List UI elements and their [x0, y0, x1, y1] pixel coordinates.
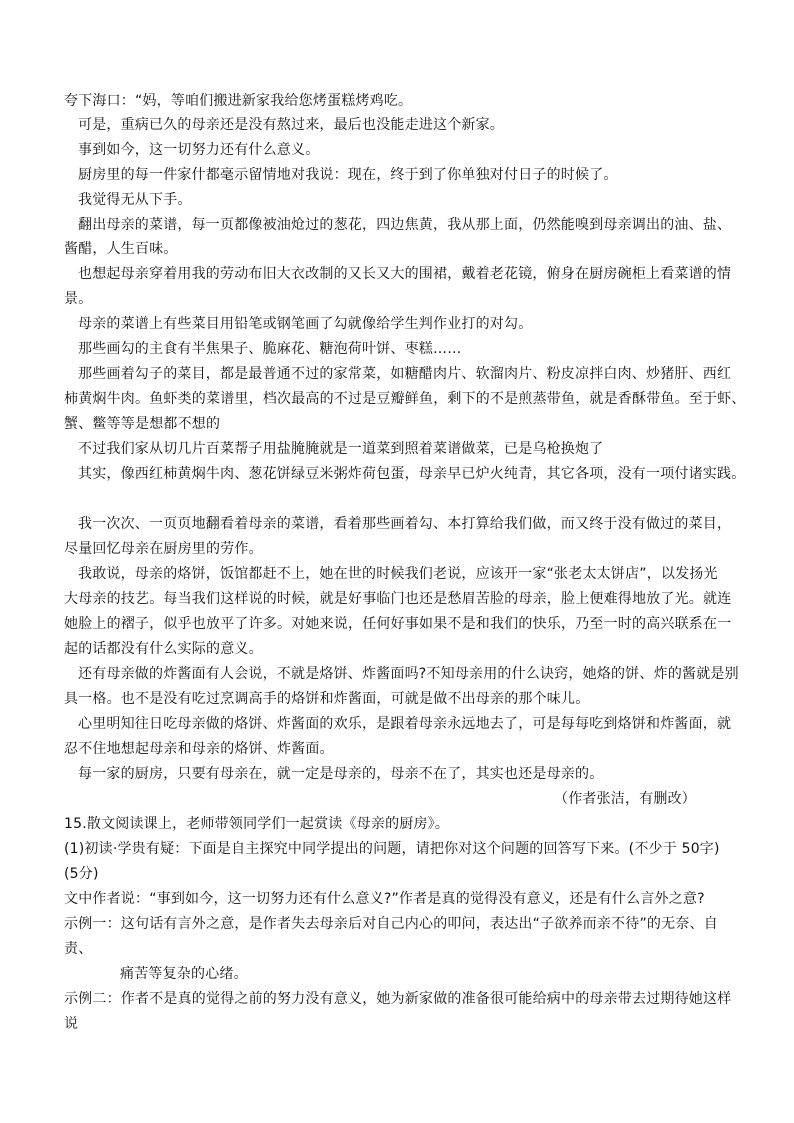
text-line: 我敢说，母亲的烙饼，饭馆都赶不上，她在世的时候我们老说，应该开一家“张老太太饼店”，以发扬光	[78, 566, 718, 582]
text-line: 夸下海口：“妈，等咱们搬进新家我给您烤蛋糕烤鸡吃。	[64, 93, 413, 109]
text-line: 柿黄焖牛肉。鱼虾类的菜谱里，档次最高的不过是豆瓣鲜鱼，剩下的不是煎蒸带鱼，就是香酥带鱼。至于虾、	[64, 391, 746, 407]
text-line: 也想起母亲穿着用我的劳动布旧大衣改制的又长又大的围裙，戴着老花镜，俯身在厨房碗柜上看菜谱的情	[78, 266, 732, 282]
text-line: 每一家的厨房，只要有母亲在，就一定是母亲的，母亲不在了，其实也还是母亲的。	[78, 766, 604, 782]
text-line: 那些画勾的主食有半焦果子、脆麻花、糖泡荷叶饼、枣糕……	[78, 341, 462, 357]
text-line: 说	[64, 1016, 79, 1032]
text-line: 蟹、鳖等等是想都不想的	[64, 416, 221, 432]
text-line: 母亲的菜谱上有些菜目用铅笔或钢笔画了勾就像给学生判作业打的对勾。	[78, 316, 533, 332]
text-line: 具一格。也不是没有吃过烹调高手的烙饼和炸酱面，可就是做不出母亲的那个味儿。	[64, 691, 590, 707]
text-line: 文中作者说：“事到如今，这一切努力还有什么意义?”作者是真的觉得没有意义，还是有什么言外之意?	[64, 891, 705, 907]
text-line: 尽量回忆母亲在厨房里的劳作。	[64, 541, 263, 557]
text-line: 起的话都没有什么实际的意义。	[64, 641, 263, 657]
text-line: （作者张洁，有删改）	[554, 791, 696, 807]
text-line: 酱醋，人生百味。	[64, 241, 178, 257]
text-line: 翻出母亲的菜谱，每一页都像被油炝过的葱花，四边焦黄，我从那上面，仍然能嗅到母亲调出的油、盐、	[78, 217, 732, 233]
text-line: 可是，重病已久的母亲还是没有熬过来，最后也没能走进这个新家。	[78, 117, 504, 133]
text-line: 我一次次、一页页地翻看着母亲的菜谱，看着那些画着勾、本打算给我们做，而又终于没有做过的菜目，	[78, 516, 732, 532]
text-line: 她脸上的褶子，似乎也放平了许多。对她来说，任何好事如果不是和我们的快乐，乃至一时的高兴联系在一	[64, 616, 732, 632]
text-line: 事到如今，这一切努力还有什么意义。	[78, 142, 320, 158]
text-line: 心里明知往日吃母亲做的烙饼、炸酱面的欢乐，是跟着母亲永远地去了，可是每每吃到烙饼和炸酱面，就	[78, 716, 732, 732]
text-line: 景。	[64, 291, 93, 307]
text-line: 示例一：这句话有言外之意，是作者失去母亲后对自己内心的叩问，表达出“子欲养而亲不待”的无奈、自	[64, 916, 718, 932]
text-line: 示例二：作者不是真的觉得之前的努力没有意义，她为新家做的准备很可能给病中的母亲带去过期待她这样	[64, 991, 732, 1007]
text-line: 不过我们家从切几片百菜帮子用盐腌腌就是一道菜到照着菜谱做菜，已是乌枪换炮了	[78, 441, 604, 457]
text-line: (1)初读·学贵有疑：下面是自主探究中同学提出的问题，请把你对这个问题的回答写下来。(不少于 50字)	[64, 841, 720, 857]
text-line: 我觉得无从下手。	[78, 192, 192, 208]
text-line: (5分)	[64, 866, 99, 882]
text-line: 那些画着勾子的菜目，都是最普通不过的家常菜，如糖醋肉片、软溜肉片、粉皮凉拌白肉、炒猪肝、西红	[78, 366, 732, 382]
text-line: 厨房里的每一件家什都毫示留情地对我说：现在，终于到了你单独对付日子的时候了。	[78, 167, 618, 183]
text-line: 责、	[64, 941, 93, 957]
text-line: 还有母亲做的炸酱面有人会说，不就是烙饼、炸酱面吗?不知母亲用的什么诀窍，她烙的饼、炸的酱就是别	[78, 666, 739, 682]
text-line: 15.散文阅读课上，老师带领同学们一起赏读《母亲的厨房》。	[64, 816, 450, 832]
text-line: 大母亲的技艺。每当我们这样说的时候，就是好事临门也还是愁眉苦脸的母亲，脸上便难得地放了光。就连	[64, 591, 732, 607]
text-line: 忍不住地想起母亲和母亲的烙饼、炸酱面。	[64, 741, 334, 757]
text-line: 其实，像西红柿黄焖牛肉、葱花饼绿豆米粥炸荷包蛋，母亲早已炉火纯青，其它各项，没有一项付诸实践。	[78, 466, 746, 482]
text-line: 痛苦等复杂的心绪。	[120, 966, 248, 982]
